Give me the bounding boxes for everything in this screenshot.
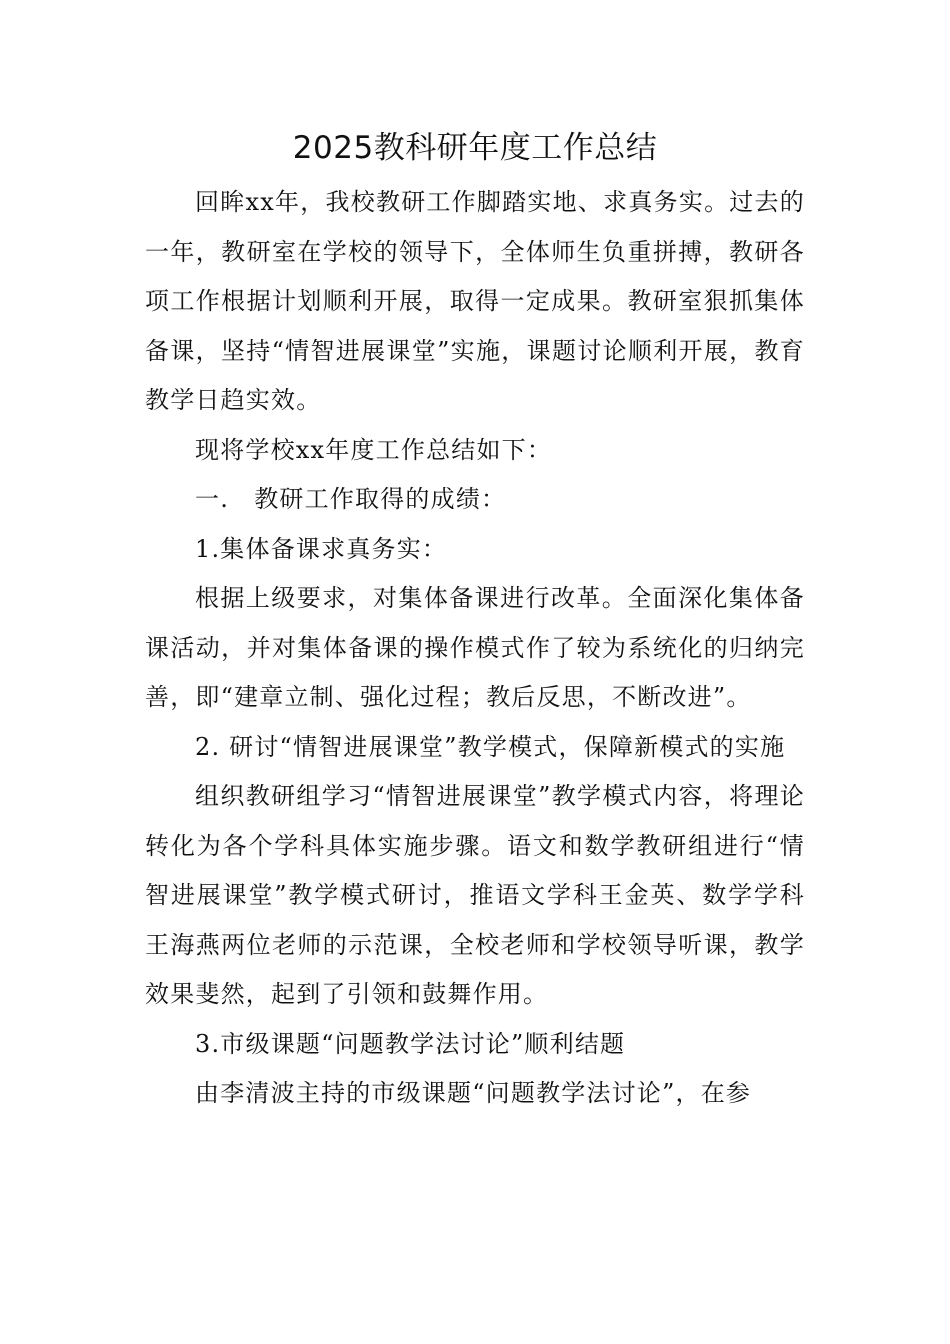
- paragraph-teaching-model: 组织教研组学习“情智进展课堂”教学模式内容，将理论转化为各个学科具体实施步骤。语文和数学教研组进行“情智进展课堂”教学模式研讨，推语文学科王金英、数学学科王海燕两位老师的示范课，全校老师和学校领导听课，教学效果斐然，起到了引领和鼓舞作用。: [145, 782, 805, 1008]
- paragraph-intro: 回眸xx年，我校教研工作脚踏实地、求真务实。过去的一年，教研室在学校的领导下，全体师生负重拼搏，教研各项工作根据计划顺利开展，取得一定成果。教研室狠抓集体备课，坚持“情智进展课堂”实施，课题讨论顺利开展，教育教学日趋实效。: [145, 188, 805, 414]
- subheading-city-project: 3.市级课题“问题教学法讨论”顺利结题: [195, 1029, 626, 1058]
- document-body: [145, 178, 805, 1119]
- document-title: 2025教科研年度工作总结: [292, 130, 658, 166]
- paragraph-summary-lead: 现将学校xx年度工作总结如下：: [195, 435, 553, 464]
- paragraph-collective-lesson-prep: 根据上级要求，对集体备课进行改革。全面深化集体备课活动，并对集体备课的操作模式作了较为系统化的归纳完善，即“建章立制、强化过程；教后反思，不断改进”。: [145, 584, 805, 711]
- section-heading-achievements: 一. 教研工作取得的成绩：: [195, 485, 507, 513]
- subheading-teaching-model: 2. 研讨“情智进展课堂”教学模式，保障新模式的实施: [195, 732, 786, 761]
- subheading-collective-lesson-prep: 1.集体备课求真务实：: [195, 534, 448, 563]
- paragraph-city-project: 由李清波主持的市级课题“问题教学法讨论”，在参: [195, 1079, 752, 1107]
